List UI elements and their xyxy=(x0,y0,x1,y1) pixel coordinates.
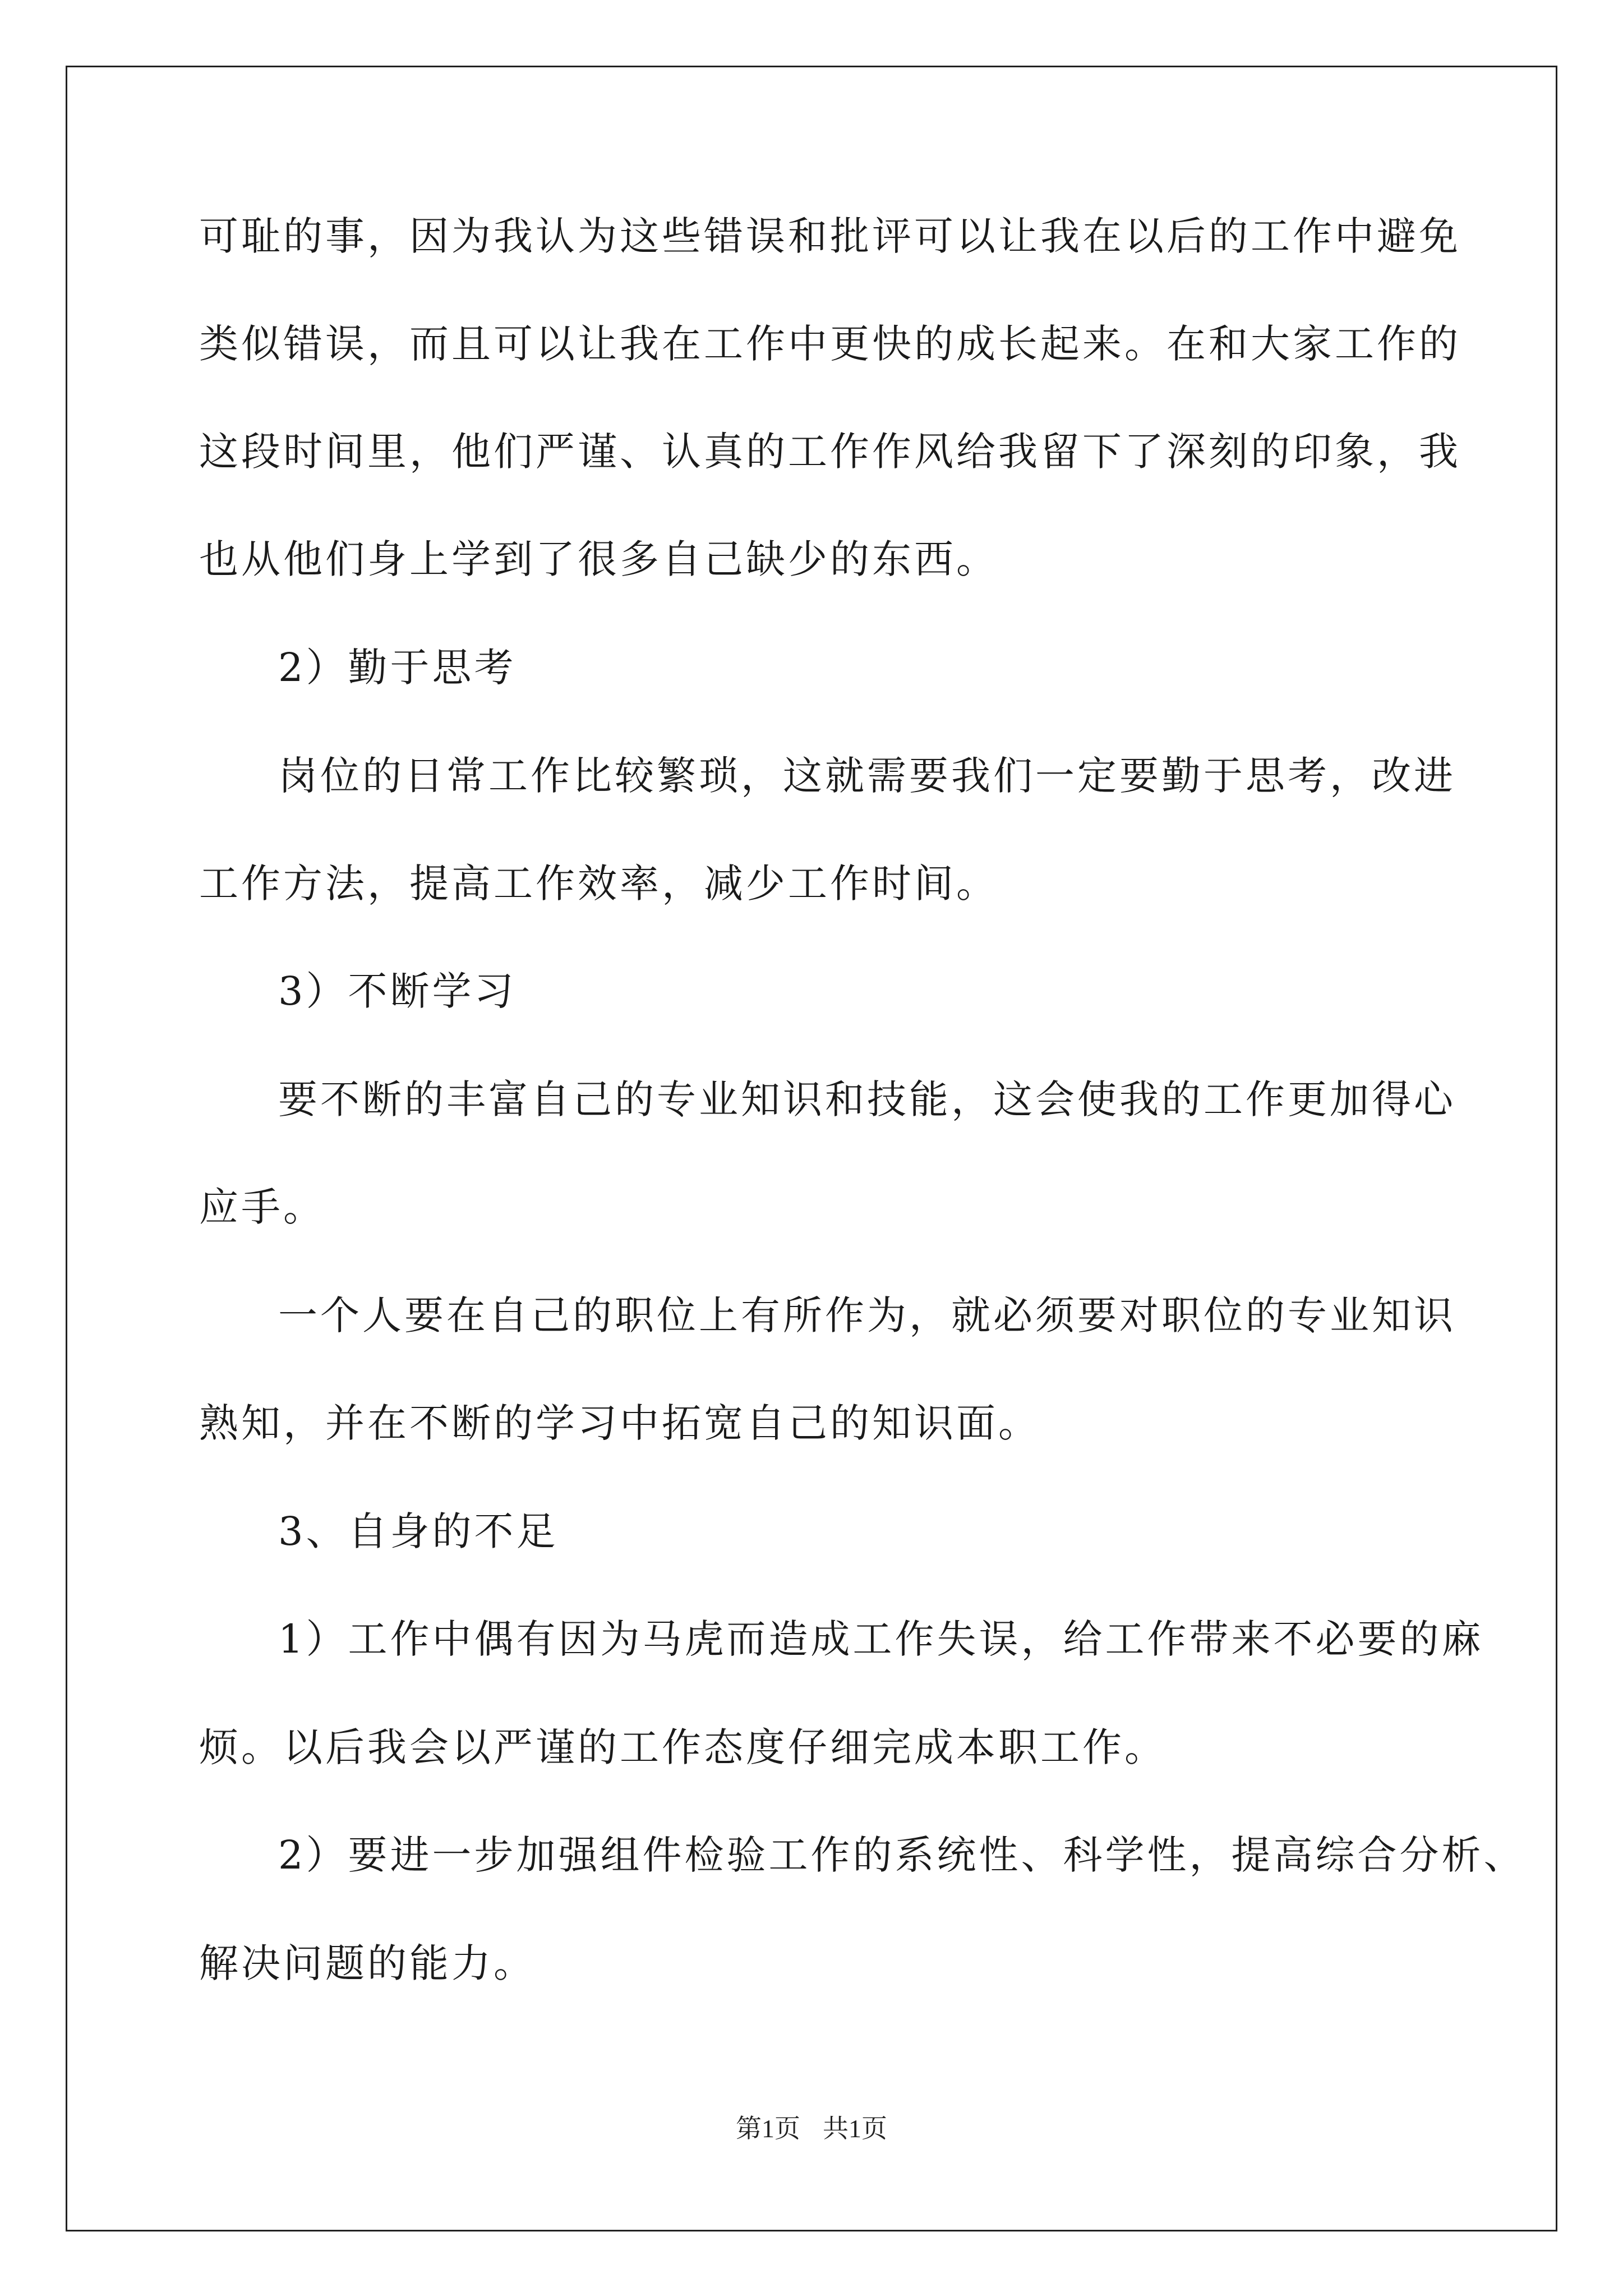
paragraph-line: 2）要进一步加强组件检验工作的系统性、科学性，提高综合分析、 xyxy=(278,1832,1526,1878)
paragraph-line: 也从他们身上学到了很多自己缺少的东西。 xyxy=(199,536,998,582)
page-total: 共1页 xyxy=(823,2114,887,2143)
paragraph-line: 这段时间里，他们严谨、认真的工作作风给我留下了深刻的印象，我 xyxy=(199,429,1461,475)
paragraph-line: 可耻的事，因为我认为这些错误和批评可以让我在以后的工作中避免 xyxy=(199,213,1461,259)
page-frame xyxy=(66,66,1557,2231)
page-footer xyxy=(0,2112,1623,2146)
paragraph-line: 应手。 xyxy=(199,1184,325,1230)
section-heading: 2）勤于思考 xyxy=(278,645,517,691)
paragraph-line: 类似错误，而且可以让我在工作中更快的成长起来。在和大家工作的 xyxy=(199,321,1461,367)
page-number: 第1页 xyxy=(736,2114,800,2143)
paragraph-line: 1）工作中偶有因为马虎而造成工作失误，给工作带来不必要的麻 xyxy=(278,1616,1484,1662)
paragraph-line: 熟知，并在不断的学习中拓宽自己的知识面。 xyxy=(199,1400,1040,1446)
paragraph-line: 工作方法，提高工作效率，减少工作时间。 xyxy=(199,861,998,907)
paragraph-line: 一个人要在自己的职位上有所作为，就必须要对职位的专业知识 xyxy=(278,1292,1456,1338)
paragraph-line: 烦。以后我会以严谨的工作态度仔细完成本职工作。 xyxy=(199,1724,1166,1770)
section-heading: 3、自身的不足 xyxy=(278,1508,559,1554)
paragraph-line: 要不断的丰富自己的专业知识和技能，这会使我的工作更加得心 xyxy=(278,1076,1456,1122)
paragraph-line: 解决问题的能力。 xyxy=(199,1940,536,1986)
paragraph-line: 岗位的日常工作比较繁琐，这就需要我们一定要勤于思考，改进 xyxy=(278,753,1456,799)
section-heading: 3）不断学习 xyxy=(278,968,517,1014)
